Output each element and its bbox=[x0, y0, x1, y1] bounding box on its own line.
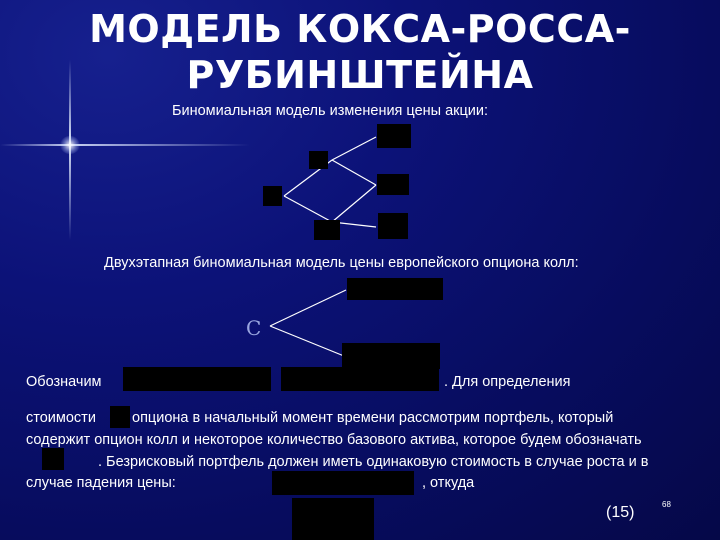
formula-placeholder bbox=[314, 220, 340, 240]
two-step-model-caption: Двухэтапная биномиальная модель цены европейского опциона колл: bbox=[104, 255, 579, 271]
tree-edge bbox=[332, 137, 376, 160]
tree-edge bbox=[270, 290, 346, 326]
text-cost: стоимости bbox=[26, 410, 96, 426]
text-contains: содержит опцион колл и некоторое количество базового актива, которое будем обозначать bbox=[26, 432, 642, 448]
formula-placeholder bbox=[342, 343, 440, 369]
formula-placeholder bbox=[378, 213, 408, 239]
text-whence: , откуда bbox=[422, 475, 475, 491]
formula-placeholder bbox=[263, 186, 282, 206]
formula-placeholder bbox=[292, 498, 374, 540]
formula-placeholder bbox=[110, 406, 130, 428]
equation-number: (15) bbox=[606, 504, 635, 521]
text-to-determine: . Для определения bbox=[444, 374, 571, 390]
formula-placeholder bbox=[272, 471, 414, 495]
formula-placeholder bbox=[377, 174, 409, 195]
formula-placeholder bbox=[377, 124, 411, 148]
binomial-model-caption: Биномиальная модель изменения цены акции: bbox=[172, 103, 489, 119]
tree-edge bbox=[332, 185, 376, 222]
option-tree-root-glyph: C bbox=[246, 316, 262, 340]
formula-placeholder bbox=[309, 151, 328, 169]
formula-placeholder bbox=[347, 278, 443, 300]
tree-edge bbox=[332, 160, 376, 185]
slide-number: 68 bbox=[662, 500, 671, 509]
text-denote: Обозначим bbox=[26, 374, 102, 390]
lens-flare-core bbox=[60, 136, 80, 154]
formula-placeholder bbox=[281, 367, 439, 391]
slide-title-line1: МОДЕЛЬ КОКСА-РОССА- bbox=[89, 7, 631, 51]
text-fall: случае падения цены: bbox=[26, 475, 176, 491]
formula-placeholder bbox=[42, 448, 64, 470]
slide-title-line2: РУБИНШТЕЙНА bbox=[186, 53, 534, 97]
text-cost-rest: опциона в начальный момент времени рассмотрим портфель, который bbox=[132, 410, 614, 426]
lens-flare-horizontal bbox=[0, 144, 250, 146]
formula-placeholder bbox=[123, 367, 271, 391]
text-riskless: . Безрисковый портфель должен иметь одинаковую стоимость в случае роста и в bbox=[98, 454, 649, 470]
tree-edge bbox=[270, 326, 344, 356]
tree-edge bbox=[284, 196, 332, 222]
